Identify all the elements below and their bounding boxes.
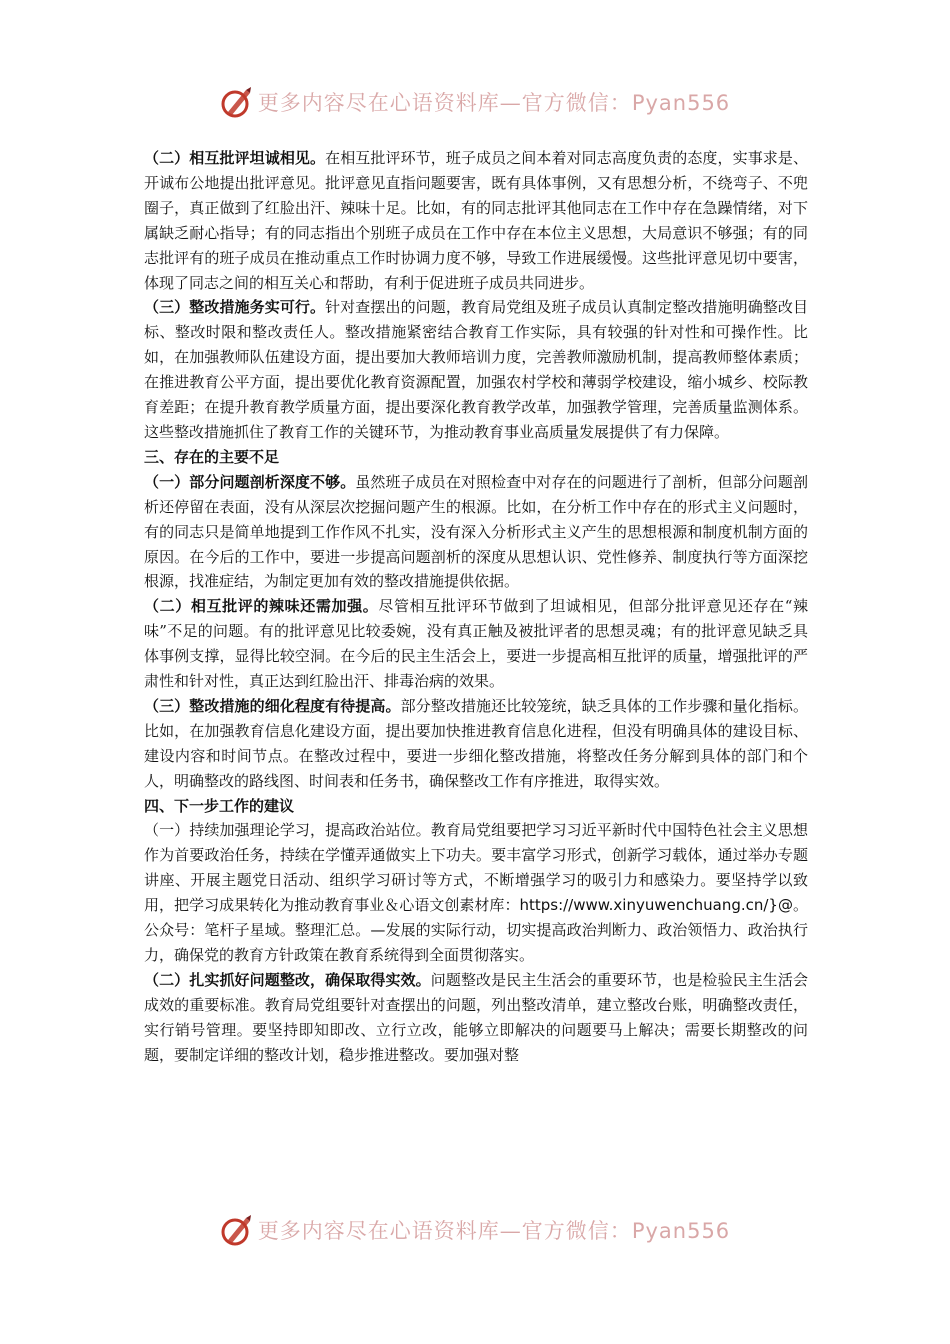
paragraph bbox=[144, 594, 808, 694]
watermark-text: 更多内容尽在心语资料库—官方微信：Pyan556 bbox=[257, 91, 731, 115]
pen-logo-icon bbox=[220, 85, 254, 119]
paragraph-text: 部分整改措施还比较笼统，缺乏具体的工作步骤和量化指标。比如，在加强教育信息化建设方面，提出要加快推进教育信息化进程，但没有明确具体的建设目标、建设内容和时间节点。在整改过程中，要进一步细化整改措施，将整改任务分解到具体的部门和个人，明确整改的路线图、时间表和任务书，确保整改工作有序推进，取得实效。 bbox=[144, 696, 808, 790]
paragraph-lead: （二）相互批评坦诚相见。 bbox=[144, 149, 326, 167]
paragraph-text: （一）持续加强理论学习，提高政治站位。教育局党组要把学习习近平新时代中国特色社会主义思想作为首要政治任务，持续在学懂弄通做实上下功夫。要丰富学习形式，创新学习载体，通过举办专题讲座、开展主题党日活动、组织学习研讨等方式，不断增强学习的吸引力和感染力。要坚持学以致用，把学习成果转化为推动教育事业＆心语文创素材库：https://www.xinyuwenchuang.cn/}@。公众号：笔杆子星域。整理汇总。—发展的实际行动，切实提高政治判断力、政治领悟力、政治执行力，确保党的教育方针政策在教育系统得到全面贯彻落实。 bbox=[144, 821, 808, 964]
paragraph-lead: （二）相互批评的辣味还需加强。 bbox=[144, 597, 379, 616]
section-heading: 四、下一步工作的建议 bbox=[144, 796, 295, 815]
paragraph-lead: （一）部分问题剖析深度不够。 bbox=[144, 472, 356, 491]
document-body bbox=[144, 146, 808, 1068]
section-heading: 三、存在的主要不足 bbox=[144, 447, 280, 466]
paragraph bbox=[144, 818, 808, 967]
paragraph-text: 尽管相互批评环节做到了坦诚相见，但部分批评意见还存在“辣味”不足的问题。有的批评意见比较委婉，没有真正触及被批评者的思想灵魂；有的批评意见缺乏具体事例支撑，显得比较空洞。在今后的民主生活会上，要进一步提高相互批评的质量，增强批评的严肃性和针对性，真正达到红脸出汗、排毒治病的效果。 bbox=[144, 597, 808, 691]
paragraph-text: 在相互批评环节，班子成员之间本着对同志高度负责的态度，实事求是、开诚布公地提出批评意见。批评意见直指问题要害，既有具体事例，又有思想分析，不绕弯子、不兜圈子，真正做到了红脸出汗、辣味十足。比如，有的同志批评其他同志在工作中存在急躁情绪，对下属缺乏耐心指导；有的同志指出个别班子成员在工作中存在本位主义思想，大局意识不够强；有的同志批评有的班子成员在推动重点工作时协调力度不够，导致工作进展缓慢。这些批评意见切中要害，体现了同志之间的相互关心和帮助，有利于促进班子成员共同进步。 bbox=[144, 149, 808, 292]
watermark-banner-bottom bbox=[0, 1210, 950, 1250]
paragraph-lead: （二）扎实抓好问题整改，确保取得实效。 bbox=[144, 970, 431, 989]
paragraph-text: 虽然班子成员在对照检查中对存在的问题进行了剖析，但部分问题剖析还停留在表面，没有从深层次挖掘问题产生的根源。比如，在分析工作中存在的形式主义问题时，有的同志只是简单地提到工作作风不扎实，没有深入分析形式主义产生的思想根源和制度机制方面的原因。在今后的工作中，要进一步提高问题剖析的深度从思想认识、党性修养、制度执行等方面深挖根源，找准症结，为制定更加有效的整改措施提供依据。 bbox=[144, 472, 808, 591]
paragraph-text: 问题整改是民主生活会的重要环节，也是检验民主生活会成效的重要标准。教育局党组要针对查摆出的问题，列出整改清单，建立整改台账，明确整改责任，实行销号管理。要坚持即知即改、立行立改，能够立即解决的问题要马上解决；需要长期整改的问题，要制定详细的整改计划，稳步推进整改。要加强对整 bbox=[144, 970, 808, 1064]
watermark-banner-top bbox=[0, 82, 950, 122]
pen-logo-icon bbox=[220, 1213, 254, 1247]
paragraph-text: 针对查摆出的问题，教育局党组及班子成员认真制定整改措施明确整改目标、整改时限和整改责任人。整改措施紧密结合教育工作实际，具有较强的针对性和可操作性。比如，在加强教师队伍建设方面，提出要加大教师培训力度，完善教师激励机制，提高教师整体素质；在推进教育公平方面，提出要优化教育资源配置，加强农村学校和薄弱学校建设，缩小城乡、校际教育差距；在提升教育教学质量方面，提出要深化教育教学改革，加强教学管理，完善质量监测体系。这些整改措施抓住了教育工作的关键环节，为推动教育事业高质量发展提供了有力保障。 bbox=[144, 298, 808, 441]
paragraph bbox=[144, 146, 808, 295]
paragraph bbox=[144, 968, 808, 1068]
paragraph-lead: （三）整改措施务实可行。 bbox=[144, 298, 326, 317]
paragraph bbox=[144, 470, 808, 595]
paragraph bbox=[144, 295, 808, 444]
paragraph bbox=[144, 694, 808, 794]
paragraph-lead: （三）整改措施的细化程度有待提高。 bbox=[144, 696, 401, 715]
watermark-text: 更多内容尽在心语资料库—官方微信：Pyan556 bbox=[257, 1219, 731, 1243]
